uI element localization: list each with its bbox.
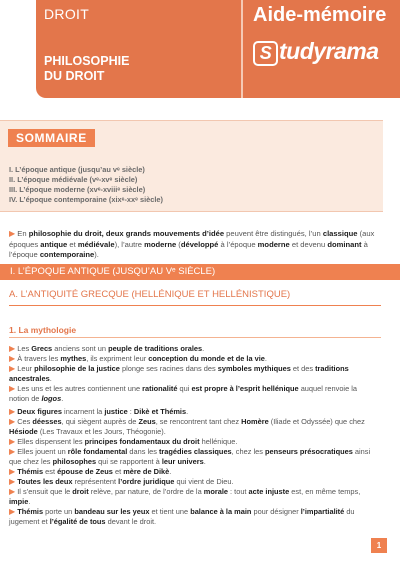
- publisher-logo: [253, 38, 379, 66]
- table-of-contents: [9, 165, 369, 205]
- content-body: [9, 344, 379, 527]
- subsubsection-underline: [9, 337, 381, 338]
- book-title: [44, 54, 129, 84]
- subsection-heading: A. L’ANTIQUITÉ GRECQUE (HELLÉNIQUE ET HELLÉNISTIQUE): [9, 289, 291, 300]
- bullet-arrow-icon: ▶: [9, 229, 16, 238]
- header-banner: [36, 0, 400, 98]
- paragraph: ▶ Il s’ensuit que le droit relève, par nature, de l’ordre de la morale : tout acte injuste est, en même temps, impie.: [9, 487, 361, 506]
- bullet-arrow-icon: ▶: [9, 344, 16, 353]
- paragraph: ▶ Thémis est épouse de Zeus et mère de Dikè.: [9, 467, 172, 476]
- bullet-arrow-icon: ▶: [9, 417, 16, 426]
- paragraph: ▶ Elles dispensent les principes fondamentaux du droit hellénique.: [9, 437, 238, 446]
- toc-item: II. L’époque médiévale (vᵉ-xvᵉ siècle): [9, 175, 138, 184]
- subsubsection-heading: 1. La mythologie: [9, 325, 77, 335]
- intro-paragraph: ▶ En philosophie du droit, deux grands mouvements d’idée peuvent être distingués, l’un classique (aux époques antique et médiévale), l’autre moderne (développé à l’époque moderne et devenu dominant à l’époque contemporaine).: [9, 229, 375, 259]
- paragraph: ▶ Ces déesses, qui siègent auprès de Zeus, se rencontrent tant chez Homère (Iliade et Odyssée) que chez Hésiode (Les Travaux et les Jours, Théogonie).: [9, 417, 365, 436]
- paragraph: ▶ Toutes les deux représentent l’ordre juridique qui vient de Dieu.: [9, 477, 234, 486]
- bullet-arrow-icon: ▶: [9, 487, 16, 496]
- paragraph: ▶ Les Grecs anciens sont un peuple de traditions orales.: [9, 344, 205, 353]
- bullet-arrow-icon: ▶: [9, 477, 16, 486]
- bullet-arrow-icon: ▶: [9, 364, 16, 373]
- summary-title: SOMMAIRE: [8, 129, 95, 147]
- bullet-arrow-icon: ▶: [9, 354, 16, 363]
- toc-item: IV. L’époque contemporaine (xixᵉ-xxᵉ siècle): [9, 195, 163, 204]
- paragraph: ▶ Deux figures incarnent la justice : Dikè et Thémis.: [9, 407, 189, 416]
- paragraph: ▶ À travers les mythes, ils expriment leur conception du monde et de la vie.: [9, 354, 267, 363]
- subject-label: DROIT: [44, 6, 90, 22]
- bullet-arrow-icon: ▶: [9, 437, 16, 446]
- page-number: 1: [371, 538, 387, 553]
- bullet-arrow-icon: ▶: [9, 384, 16, 393]
- paragraph: ▶ Elles jouent un rôle fondamental dans les tragédies classiques, chez les penseurs présocratiques ainsi que chez les philosophes qui se rapportent à leur univers.: [9, 447, 371, 466]
- section-heading-text: I. L’ÉPOQUE ANTIQUE (JUSQU’AU Vᵉ SIÈCLE): [10, 266, 216, 277]
- series-name: Aide-mémoire: [253, 4, 387, 26]
- summary-box: [0, 120, 383, 212]
- bullet-arrow-icon: ▶: [9, 507, 16, 516]
- header-divider: [241, 0, 243, 98]
- paragraph: ▶ Thémis porte un bandeau sur les yeux et tient une balance à la main pour désigner l’impartialité du jugement et l’égalité de tous devant le droit.: [9, 507, 355, 526]
- paragraph: ▶ Leur philosophie de la justice plonge ses racines dans des symboles mythiques et des traditions ancestrales.: [9, 364, 349, 383]
- paragraph: ▶ Les uns et les autres contiennent une rationalité qui est propre à l’esprit hellénique auquel renvoie la notion de logos.: [9, 384, 357, 403]
- section-heading: [0, 264, 400, 280]
- book-title-line-2: DU DROIT: [44, 69, 105, 83]
- subsection-underline: [9, 305, 381, 306]
- publisher-logo-initial: S: [253, 41, 278, 66]
- toc-item: III. L’époque moderne (xvᵉ-xviiiᵉ siècle): [9, 185, 146, 194]
- publisher-logo-text: tudyrama: [279, 38, 379, 64]
- bullet-arrow-icon: ▶: [9, 407, 16, 416]
- bullet-arrow-icon: ▶: [9, 447, 16, 456]
- book-title-line-1: PHILOSOPHIE: [44, 54, 130, 68]
- bullet-arrow-icon: ▶: [9, 467, 16, 476]
- toc-item: I. L’époque antique (jusqu’au vᵉ siècle): [9, 165, 145, 174]
